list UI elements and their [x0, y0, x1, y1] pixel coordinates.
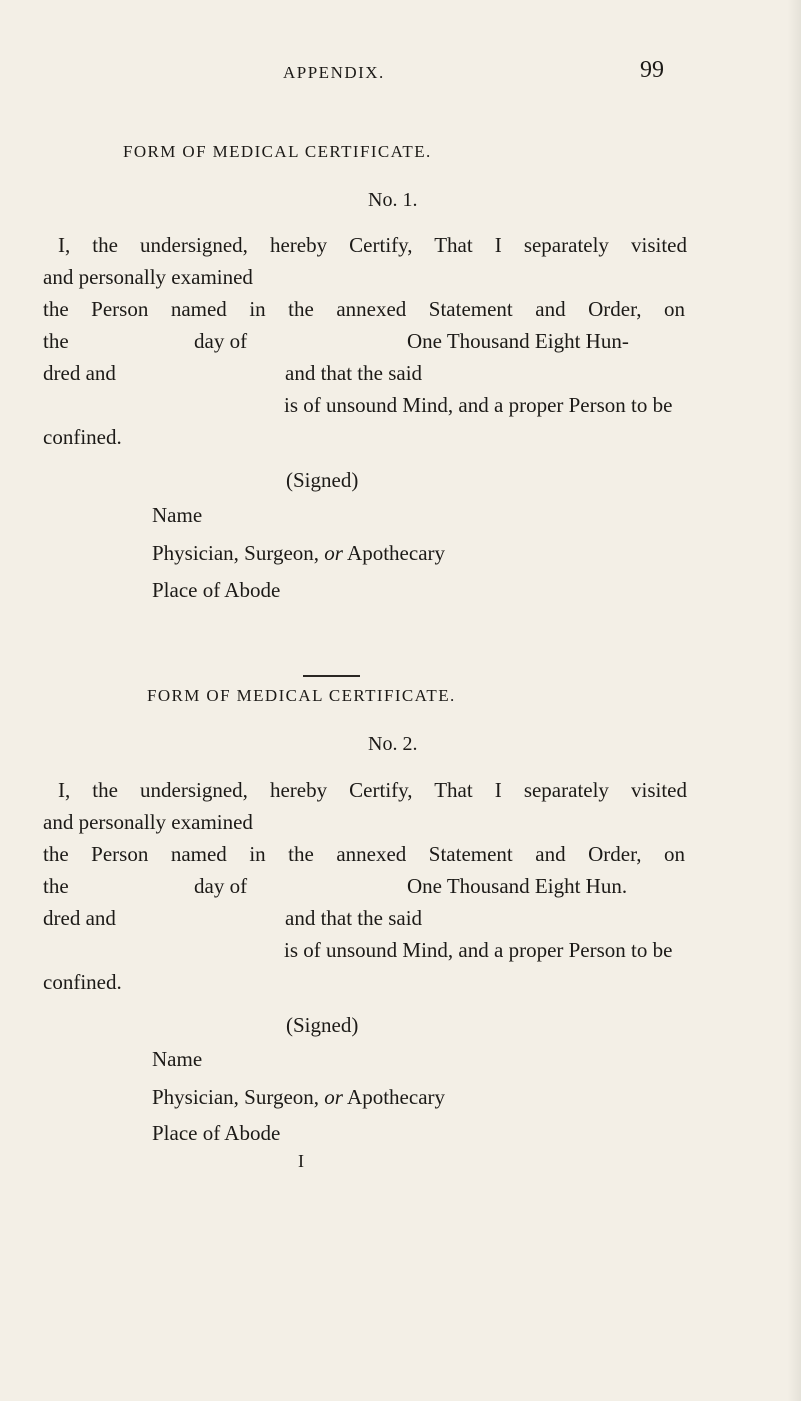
certificate-line: the Person named in the annexed Statement and Order, on — [43, 842, 685, 866]
abode-label: Place of Abode — [152, 1121, 281, 1145]
role-text: Apothecary — [342, 1085, 446, 1109]
physician-label — [152, 1085, 445, 1109]
certificate-line: confined. — [43, 425, 122, 449]
certificate-line-fragment: dred and — [43, 906, 116, 930]
role-or: or — [324, 1085, 343, 1109]
certificate-line: I, the undersigned, hereby Certify, That I separately visited — [58, 778, 687, 802]
certificate-line-fragment: and that the said — [285, 906, 423, 930]
certificate-line: the Person named in the annexed Statement and Order, on — [43, 297, 685, 321]
certificate-line-fragment: the — [43, 329, 69, 353]
certificate-line-fragment: day of — [194, 874, 248, 898]
certificate-line: I, the undersigned, hereby Certify, That I separately visited — [58, 233, 687, 257]
abode-label: Place of Abode — [152, 578, 281, 602]
certificate-line-fragment: dred and — [43, 361, 116, 385]
certificate-line-fragment: the — [43, 874, 69, 898]
signed-label: (Signed) — [286, 468, 359, 492]
physician-label — [152, 541, 445, 565]
role-text: Physician, Surgeon, — [152, 541, 325, 565]
section-divider — [303, 675, 360, 677]
certificate-title: FORM OF MEDICAL CERTIFICATE. — [147, 686, 456, 705]
certificate-line: is of unsound Mind, and a proper Person to be — [284, 938, 673, 962]
certificate-title: FORM OF MEDICAL CERTIFICATE. — [123, 142, 432, 161]
certificate-line: and personally examined — [43, 265, 253, 289]
signed-label: (Signed) — [286, 1013, 359, 1037]
role-or: or — [324, 541, 343, 565]
certificate-number: No. 2. — [368, 733, 418, 755]
certificate-line-fragment: and that the said — [285, 361, 423, 385]
name-label: Name — [152, 503, 203, 527]
certificate-line: is of unsound Mind, and a proper Person to be — [284, 393, 673, 417]
certificate-line-fragment: day of — [194, 329, 248, 353]
certificate-line-fragment: One Thousand Eight Hun- — [407, 329, 629, 353]
page-number: 99 — [640, 57, 664, 83]
certificate-line: confined. — [43, 970, 122, 994]
running-head: APPENDIX. — [283, 63, 385, 82]
certificate-number: No. 1. — [368, 189, 418, 211]
certificate-line: and personally examined — [43, 810, 253, 834]
signature-mark: I — [298, 1151, 304, 1171]
certificate-line-fragment: One Thousand Eight Hun. — [407, 874, 628, 898]
name-label: Name — [152, 1047, 203, 1071]
role-text: Apothecary — [342, 541, 446, 565]
page-edge-shadow — [787, 0, 801, 1401]
role-text: Physician, Surgeon, — [152, 1085, 325, 1109]
